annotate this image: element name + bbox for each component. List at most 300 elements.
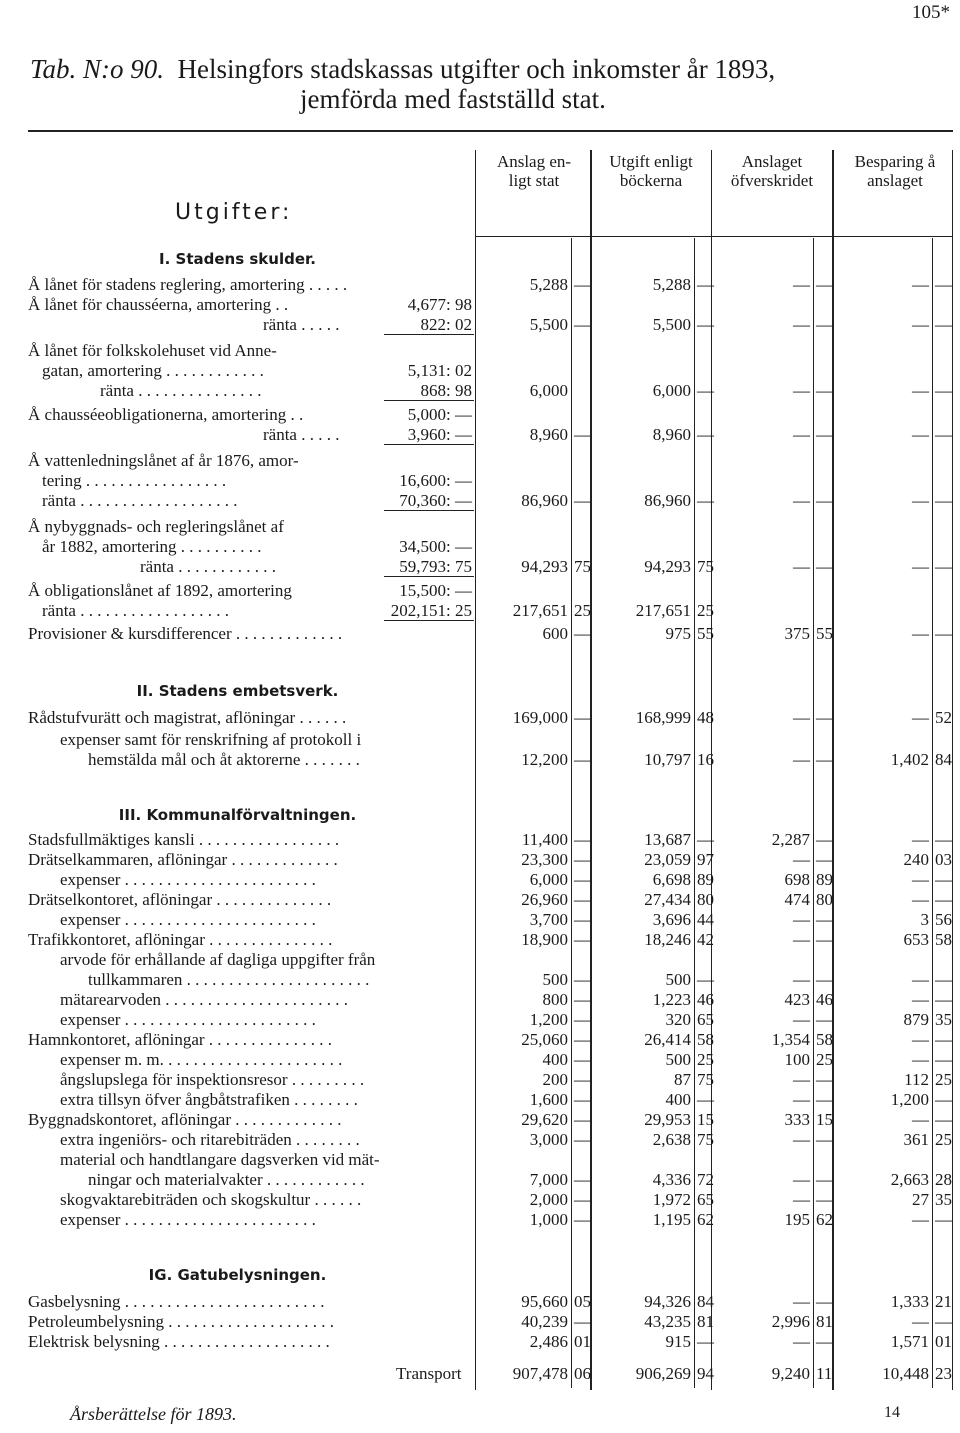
cell-kronor: 6,000	[529, 381, 568, 400]
cell-ore: —	[816, 910, 833, 929]
cell-ore: 25	[697, 601, 714, 620]
cell-kronor: —	[793, 425, 810, 444]
cell-kronor: —	[793, 1090, 810, 1109]
cell-ore: 75	[697, 1070, 714, 1089]
row-label: mätarearvoden . . . . . . . . . . . . . . . . . . . . . .	[60, 990, 348, 1009]
cell-ore: 65	[697, 1010, 714, 1029]
cell-ore: —	[935, 275, 952, 294]
cell-kronor: 11,400	[521, 830, 568, 849]
cell-kronor: 1,571	[890, 1332, 929, 1351]
cell-kronor: 361	[903, 1130, 929, 1149]
cell-ore: —	[574, 850, 591, 869]
cell-kronor: 1,195	[652, 1210, 691, 1229]
cell-ore: —	[816, 1292, 833, 1311]
sum-rule	[384, 444, 474, 445]
cell-kronor: 600	[542, 624, 568, 643]
row-label: Å lånet för chausséerna, amortering . .	[28, 295, 289, 314]
cell-ore: —	[816, 750, 833, 769]
cell-ore: —	[935, 1110, 952, 1129]
row-label: Å vattenledningslånet af år 1876, amor-	[28, 451, 299, 470]
cell-ore: —	[935, 491, 952, 510]
cell-kronor: 12,200	[521, 750, 568, 769]
cell-ore: —	[574, 275, 591, 294]
cell-ore: —	[574, 491, 591, 510]
row-label: Å nybyggnads- och regleringslånet af	[28, 517, 284, 536]
cell-ore: —	[697, 1090, 714, 1109]
cell-ore: 35	[935, 1010, 952, 1029]
cell-ore: —	[935, 870, 952, 889]
cell-ore: —	[935, 381, 952, 400]
cell-kronor: 86,960	[521, 491, 568, 510]
cell-kronor: 23,300	[521, 850, 568, 869]
cell-ore: —	[935, 970, 952, 989]
cell-kronor: 653	[903, 930, 929, 949]
cell-ore: —	[816, 1070, 833, 1089]
row-label: ränta . . . . .	[263, 425, 340, 444]
side-heading: Utgifter:	[175, 200, 293, 225]
cell-kronor: 217,651	[512, 601, 568, 620]
cell-kronor: —	[793, 850, 810, 869]
cell-kronor: 333	[784, 1110, 810, 1129]
cell-ore: —	[697, 425, 714, 444]
cell-kronor: 800	[542, 990, 568, 1009]
cell-ore: 84	[935, 750, 952, 769]
col-head-over	[712, 152, 832, 190]
cell-ore: 25	[697, 1050, 714, 1069]
cell-ore: —	[816, 1170, 833, 1189]
cell-ore: —	[816, 850, 833, 869]
cell-ore: 46	[697, 990, 714, 1009]
cell-ore: 58	[816, 1030, 833, 1049]
cell-kronor: 320	[665, 1010, 691, 1029]
row-label: tullkammaren . . . . . . . . . . . . . . . . . . . . . .	[88, 970, 370, 989]
cell-ore: 48	[697, 708, 714, 727]
cell-ore: —	[816, 491, 833, 510]
cell-kronor: 2,663	[890, 1170, 929, 1189]
top-rule	[28, 130, 953, 132]
ore-rule	[571, 238, 572, 1388]
cell-ore: —	[816, 1190, 833, 1209]
cell-kronor: 26,414	[644, 1030, 691, 1049]
inner-amount: 15,500: —	[399, 581, 472, 600]
cell-kronor: 240	[903, 850, 929, 869]
cell-kronor: —	[912, 990, 929, 1009]
row-label: ränta . . . . . . . . . . . . . . . . . . .	[42, 491, 238, 510]
cell-ore: —	[574, 930, 591, 949]
cell-kronor: 25,060	[521, 1030, 568, 1049]
row-label: Å lånet för stadens reglering, amortering . . . . .	[28, 275, 348, 294]
row-label: hemstälda mål och åt aktorerne . . . . . . .	[88, 750, 360, 769]
cell-kronor: —	[793, 491, 810, 510]
cell-kronor: —	[912, 624, 929, 643]
sum-rule	[384, 576, 474, 577]
col-head-label: Anslag en- ligt stat	[496, 152, 572, 190]
cell-ore: —	[816, 708, 833, 727]
cell-kronor: 26,960	[521, 890, 568, 909]
cell-ore: 44	[697, 910, 714, 929]
cell-ore: 23	[935, 1364, 952, 1383]
cell-kronor: 5,288	[652, 275, 691, 294]
cell-ore: —	[935, 315, 952, 334]
row-label: skogvaktarebiträden och skogskultur . . . . . .	[60, 1190, 362, 1209]
cell-ore: —	[816, 425, 833, 444]
cell-ore: —	[574, 1050, 591, 1069]
ore-rule	[932, 238, 933, 1388]
cell-ore: —	[816, 557, 833, 576]
row-label: Petroleumbelysning . . . . . . . . . . . . . . . . . . . .	[28, 1312, 334, 1331]
row-label: expenser m. m. . . . . . . . . . . . . . . . . . . . . .	[60, 1050, 343, 1069]
cell-ore: 25	[574, 601, 591, 620]
cell-ore: 80	[697, 890, 714, 909]
cell-ore: —	[816, 930, 833, 949]
cell-ore: —	[816, 1010, 833, 1029]
sum-rule	[384, 510, 474, 511]
inner-amount: 5,000: —	[407, 405, 472, 424]
row-label: Rådstufvurätt och magistrat, aflöningar . . . . . .	[28, 708, 347, 727]
cell-ore: 06	[574, 1364, 591, 1383]
cell-kronor: —	[912, 870, 929, 889]
cell-kronor: 3,000	[529, 1130, 568, 1149]
cell-kronor: 10,797	[644, 750, 691, 769]
inner-amount: 34,500: —	[399, 537, 472, 556]
cell-kronor: —	[793, 1070, 810, 1089]
col-head-label: Besparing å anslaget	[854, 152, 936, 190]
header-rule	[475, 236, 953, 237]
row-label: Elektrisk belysning . . . . . . . . . . . . . . . . . . . .	[28, 1332, 330, 1351]
cell-kronor: 3,700	[529, 910, 568, 929]
cell-ore: —	[574, 1090, 591, 1109]
cell-ore: —	[574, 315, 591, 334]
cell-kronor: 1,000	[529, 1210, 568, 1229]
row-label: ränta . . . . . . . . . . . . . . .	[100, 381, 262, 400]
cell-ore: 75	[697, 557, 714, 576]
cell-kronor: 2,996	[771, 1312, 810, 1331]
cell-kronor: 1,402	[890, 750, 929, 769]
cell-kronor: —	[793, 910, 810, 929]
cell-ore: —	[935, 1312, 952, 1331]
inner-amount: 59,793: 75	[399, 557, 472, 576]
cell-ore: 25	[935, 1130, 952, 1149]
cell-ore: 55	[816, 624, 833, 643]
cell-kronor: 500	[542, 970, 568, 989]
cell-kronor: 23,059	[644, 850, 691, 869]
cell-kronor: —	[793, 1332, 810, 1351]
sum-rule	[384, 620, 474, 621]
cell-ore: —	[574, 1130, 591, 1149]
cell-kronor: —	[793, 1190, 810, 1209]
col-head-actual	[591, 152, 711, 190]
cell-ore: —	[574, 1190, 591, 1209]
cell-kronor: 5,288	[529, 275, 568, 294]
cell-ore: —	[574, 1010, 591, 1029]
cell-ore: 58	[697, 1030, 714, 1049]
cell-ore: 42	[697, 930, 714, 949]
row-label: Trafikkontoret, aflöningar . . . . . . . . . . . . . . .	[28, 930, 333, 949]
inner-amount: 3,960: —	[407, 425, 472, 444]
column-rule	[952, 150, 953, 1390]
cell-kronor: 474	[784, 890, 810, 909]
cell-ore: —	[935, 1210, 952, 1229]
cell-kronor: 27,434	[644, 890, 691, 909]
cell-ore: 75	[697, 1130, 714, 1149]
cell-kronor: 1,223	[652, 990, 691, 1009]
cell-kronor: 86,960	[644, 491, 691, 510]
col-head-label: Anslaget öfverskridet	[730, 152, 814, 190]
row-label: Å chausséeobligationerna, amortering . .	[28, 405, 304, 424]
cell-ore: 03	[935, 850, 952, 869]
cell-ore: —	[574, 425, 591, 444]
column-rule	[475, 150, 476, 1390]
cell-ore: —	[816, 830, 833, 849]
cell-ore: 01	[935, 1332, 952, 1351]
ore-rule	[694, 238, 695, 1388]
cell-kronor: 5,500	[652, 315, 691, 334]
cell-kronor: —	[793, 708, 810, 727]
cell-ore: 89	[816, 870, 833, 889]
cell-kronor: 18,246	[644, 930, 691, 949]
cell-kronor: 915	[665, 1332, 691, 1351]
inner-amount: 70,360: —	[399, 491, 472, 510]
cell-kronor: —	[793, 930, 810, 949]
cell-kronor: 94,326	[644, 1292, 691, 1311]
cell-ore: 62	[697, 1210, 714, 1229]
cell-kronor: 400	[665, 1090, 691, 1109]
cell-kronor: 94,293	[521, 557, 568, 576]
row-label: Gasbelysning . . . . . . . . . . . . . . . . . . . . . . . .	[28, 1292, 325, 1311]
cell-kronor: 6,698	[652, 870, 691, 889]
row-label: Drätselkammaren, aflöningar . . . . . . . . . . . . .	[28, 850, 338, 869]
cell-kronor: —	[793, 970, 810, 989]
cell-kronor: 423	[784, 990, 810, 1009]
cell-ore: 80	[816, 890, 833, 909]
cell-kronor: 2,638	[652, 1130, 691, 1149]
cell-ore: 75	[574, 557, 591, 576]
row-label: extra tillsyn öfver ångbåtstrafiken . . . . . . . .	[60, 1090, 358, 1109]
cell-kronor: 217,651	[635, 601, 691, 620]
cell-kronor: —	[912, 1030, 929, 1049]
cell-ore: —	[574, 1070, 591, 1089]
row-label: ningar och materialvakter . . . . . . . . . . . .	[88, 1170, 365, 1189]
cell-kronor: 95,660	[521, 1292, 568, 1311]
cell-kronor: —	[912, 315, 929, 334]
cell-ore: —	[697, 970, 714, 989]
cell-kronor: —	[912, 425, 929, 444]
row-label: Å lånet för folkskolehuset vid Anne-	[28, 341, 277, 360]
cell-ore: —	[816, 275, 833, 294]
cell-kronor: —	[793, 275, 810, 294]
cell-ore: —	[697, 315, 714, 334]
cell-kronor: 43,235	[644, 1312, 691, 1331]
cell-ore: —	[935, 557, 952, 576]
sum-rule	[384, 400, 474, 401]
cell-ore: —	[574, 990, 591, 1009]
row-label: expenser . . . . . . . . . . . . . . . . . . . . . . .	[60, 1210, 316, 1229]
row-label: expenser . . . . . . . . . . . . . . . . . . . . . . .	[60, 870, 316, 889]
row-label: ränta . . . . . . . . . . . .	[140, 557, 276, 576]
cell-ore: 11	[816, 1364, 833, 1383]
cell-ore: —	[574, 708, 591, 727]
title-line-2: jemförda med fastställd stat.	[300, 84, 606, 114]
cell-kronor: —	[912, 1210, 929, 1229]
cell-kronor: 112	[904, 1070, 929, 1089]
cell-kronor: 2,486	[529, 1332, 568, 1351]
cell-kronor: 1,972	[652, 1190, 691, 1209]
cell-ore: 89	[697, 870, 714, 889]
cell-kronor: 87	[674, 1070, 691, 1089]
cell-ore: —	[816, 315, 833, 334]
cell-kronor: 906,269	[635, 1364, 691, 1383]
cell-kronor: 3	[920, 910, 929, 929]
cell-kronor: 8,960	[529, 425, 568, 444]
cell-kronor: 6,000	[652, 381, 691, 400]
cell-kronor: 2,287	[771, 830, 810, 849]
cell-ore: 46	[816, 990, 833, 1009]
cell-kronor: —	[793, 750, 810, 769]
cell-ore: 35	[935, 1190, 952, 1209]
inner-amount: 868: 98	[420, 381, 472, 400]
row-label: gatan, amortering . . . . . . . . . . . .	[42, 361, 264, 380]
cell-kronor: 879	[903, 1010, 929, 1029]
cell-ore: —	[574, 890, 591, 909]
cell-kronor: 1,600	[529, 1090, 568, 1109]
cell-kronor: —	[912, 1050, 929, 1069]
cell-ore: —	[935, 1030, 952, 1049]
row-label: expenser samt för renskrifning af protokoll i	[60, 730, 362, 749]
cell-ore: 21	[935, 1292, 952, 1311]
cell-ore: 58	[935, 930, 952, 949]
cell-ore: —	[935, 990, 952, 1009]
cell-ore: —	[697, 1332, 714, 1351]
cell-kronor: —	[912, 708, 929, 727]
cell-kronor: 400	[542, 1050, 568, 1069]
cell-ore: 16	[697, 750, 714, 769]
cell-kronor: 29,953	[644, 1110, 691, 1129]
transport-label: Transport	[396, 1364, 462, 1383]
cell-kronor: 8,960	[652, 425, 691, 444]
section-heading: III. Kommunalförvaltningen.	[118, 806, 357, 824]
row-label: ränta . . . . .	[263, 315, 340, 334]
row-label: år 1882, amortering . . . . . . . . . .	[42, 537, 262, 556]
cell-ore: —	[816, 381, 833, 400]
cell-kronor: —	[912, 1110, 929, 1129]
cell-ore: 81	[816, 1312, 833, 1331]
cell-kronor: 1,200	[529, 1010, 568, 1029]
cell-ore: 28	[935, 1170, 952, 1189]
cell-kronor: 10,448	[882, 1364, 929, 1383]
col-head-label: Utgift enligt böckerna	[609, 152, 693, 190]
row-label: Provisioner & kursdifferencer . . . . . . . . . . . . .	[28, 624, 343, 643]
cell-ore: 01	[574, 1332, 591, 1351]
footer-title: Årsberättelse för 1893.	[70, 1404, 237, 1424]
row-label: material och handtlangare dagsverken vid mät-	[60, 1150, 380, 1169]
cell-kronor: 6,000	[529, 870, 568, 889]
cell-ore: —	[574, 870, 591, 889]
cell-ore: —	[935, 1090, 952, 1109]
cell-kronor: 975	[665, 624, 691, 643]
cell-kronor: —	[912, 381, 929, 400]
cell-kronor: 195	[784, 1210, 810, 1229]
cell-ore: —	[574, 1030, 591, 1049]
cell-kronor: —	[793, 315, 810, 334]
cell-ore: 84	[697, 1292, 714, 1311]
inner-amount: 4,677: 98	[407, 295, 472, 314]
cell-ore: —	[574, 624, 591, 643]
cell-kronor: 9,240	[771, 1364, 810, 1383]
cell-kronor: 169,000	[512, 708, 568, 727]
cell-ore: 25	[935, 1070, 952, 1089]
cell-kronor: 1,333	[890, 1292, 929, 1311]
cell-ore: —	[816, 970, 833, 989]
cell-ore: —	[574, 750, 591, 769]
section-heading: IG. Gatubelysningen.	[148, 1266, 327, 1284]
cell-kronor: 40,239	[521, 1312, 568, 1331]
cell-kronor: 500	[665, 970, 691, 989]
cell-ore: 72	[697, 1170, 714, 1189]
row-label: ångslupslega för inspektionsresor . . . . . . . . .	[60, 1070, 365, 1089]
cell-kronor: 375	[784, 624, 810, 643]
cell-ore: —	[574, 1110, 591, 1129]
cell-kronor: —	[793, 1130, 810, 1149]
page-number: 105*	[912, 2, 950, 23]
cell-kronor: 100	[784, 1050, 810, 1069]
cell-ore: —	[816, 1130, 833, 1149]
cell-ore: —	[697, 275, 714, 294]
col-head-saving	[832, 152, 958, 190]
cell-ore: —	[935, 425, 952, 444]
inner-amount: 202,151: 25	[390, 601, 472, 620]
cell-kronor: 1,200	[890, 1090, 929, 1109]
cell-ore: —	[816, 1332, 833, 1351]
row-label: Å obligationslånet af 1892, amortering	[28, 581, 292, 600]
cell-kronor: —	[912, 970, 929, 989]
cell-kronor: 3,696	[652, 910, 691, 929]
cell-ore: 65	[697, 1190, 714, 1209]
cell-ore: 15	[697, 1110, 714, 1129]
page-title	[30, 54, 775, 85]
cell-ore: —	[697, 381, 714, 400]
cell-kronor: 698	[784, 870, 810, 889]
cell-ore: —	[697, 830, 714, 849]
row-label: arvode för erhållande af dagliga uppgifter från	[60, 950, 376, 969]
footer-page: 14	[884, 1404, 900, 1421]
cell-kronor: 13,687	[644, 830, 691, 849]
cell-ore: —	[935, 830, 952, 849]
inner-amount: 16,600: —	[399, 471, 472, 490]
cell-kronor: —	[912, 890, 929, 909]
cell-kronor: 4,336	[652, 1170, 691, 1189]
cell-kronor: —	[793, 1292, 810, 1311]
ore-rule	[813, 238, 814, 1388]
cell-ore: —	[574, 1312, 591, 1331]
section-heading: I. Stadens skulder.	[159, 250, 316, 268]
cell-ore: 25	[816, 1050, 833, 1069]
section-heading: II. Stadens embetsverk.	[136, 682, 339, 700]
cell-kronor: 2,000	[529, 1190, 568, 1209]
cell-ore: —	[935, 890, 952, 909]
title-line-1: Helsingfors stadskassas utgifter och inkomster år 1893,	[177, 54, 776, 84]
cell-kronor: —	[793, 1010, 810, 1029]
cell-kronor: 907,478	[512, 1364, 568, 1383]
cell-ore: 62	[816, 1210, 833, 1229]
cell-kronor: —	[912, 557, 929, 576]
row-label: Stadsfullmäktiges kansli . . . . . . . . . . . . . . . . .	[28, 830, 340, 849]
row-label: ränta . . . . . . . . . . . . . . . . . .	[42, 601, 229, 620]
cell-ore: —	[574, 1170, 591, 1189]
cell-kronor: 500	[665, 1050, 691, 1069]
cell-kronor: 200	[542, 1070, 568, 1089]
cell-kronor: —	[912, 491, 929, 510]
cell-kronor: 5,500	[529, 315, 568, 334]
